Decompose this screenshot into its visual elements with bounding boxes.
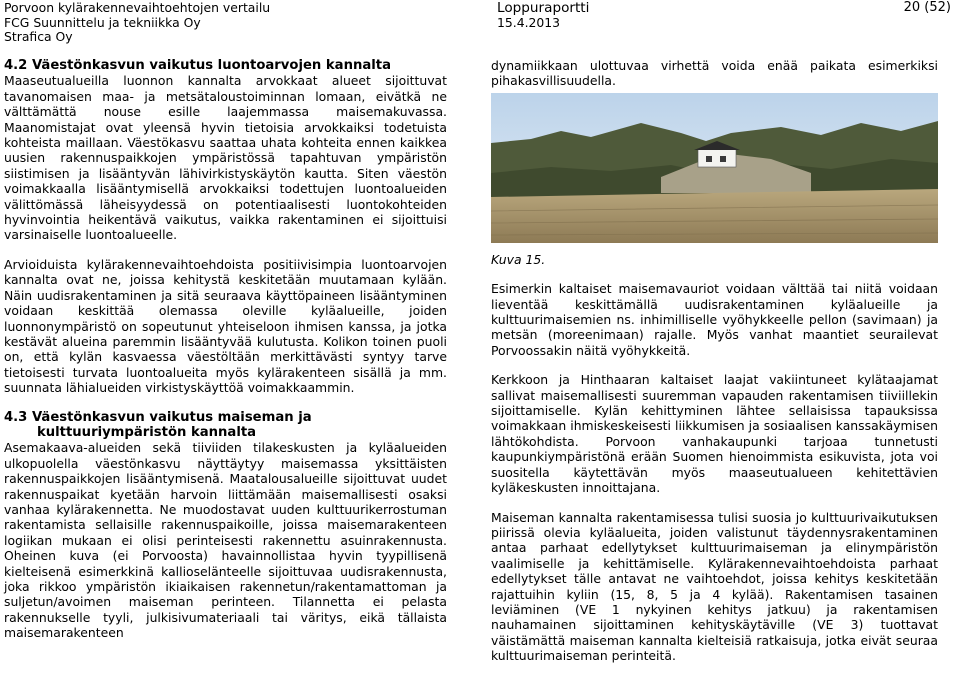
section-4-3-heading-line-1: 4.3 Väestönkasvun vaikutus maiseman ja [4,409,312,425]
right-paragraph-1: Esimerkin kaltaiset maisemavauriot voidaan välttää tai niitä voidaan lieventää keskittämällä uudisrakentaminen kyläalueille ja kulttuurimaisemien ns. inhimilliselle vyöhykkeelle pellon (savimaan) ja metsän (moreenimaan) rajalle. Myös vanhat maantiet seurailevat Porvoossakin näitä vyöhykkeitä. [491,281,938,358]
section-4-3-paragraph-1: Asemakaava-alueiden sekä tiiviiden tilakeskusten ja kyläalueiden ulkopuolella väestönkasvu näyttäytyy maisemassa yksittäisten rakennuspaikkojen lisääntymisenä. Maatalousalueille sijoittuvat uudet rakennuspaikat kyetään harvoin liittämään maisemallisesti osaksi vanhaa kylärakennetta. Ne muodostavat uuden kulttuurikerrostuman rakentamista sellaisille rakennuspaikoille, joissa maisemarakenteen logiikan mukaan ei olisi perinteisesti rakennettu asuinrakennusta. Oheinen kuva (ei Porvoosta) havainnollistaa hyvin tyypillisenä kielteisenä esimerkkinä kallioselänteelle sijoittuvaa uudisrakennusta, joka rikkoo ympäristön ikiaikaisen rakennetun/rakentamattoman ja suljetun/avoimen maiseman perinteen. Tilannetta ei pelasta rakennukselle tyyli, julkisivumateriaali tai väritys, eikä tällaista maisemarakenteen [4,440,447,641]
section-4-3-heading-line-2: kulttuuriympäristön kannalta [37,424,257,440]
section-4-2-paragraph-2: Arvioiduista kylärakennevaihtoehdoista positiivisimpia luontoarvojen kannalta ovat ne, joissa kehitystä keskitetään muutamaan kylään. Näin uudisrakentaminen ja sitä seuraava käyttöpaineen lisääntyminen voidaan keskittää olemassa oleville kyläalueille, joiden luonnonympäristö on sopeutunut yhteiseloon ihmisen kanssa, ja jotka kestävät alueina paremmin lisääntyvää kulutusta. Kolikon toinen puoli on, että kylän kasvaessa väestöltään merkittävästi syntyy tarve tietoisesti turvata luontoalueita myös kylärakenteen sisällä ja mm. suunnata lähialueiden virkistyskäyttöä voimakkaammin. [4,256,447,396]
company-name-2: Strafica Oy [4,29,73,45]
right-paragraph-3: Maiseman kannalta rakentamisessa tulisi suosia jo kulttuurivaikutuksen piirissä olevia kyläalueita, joiden valistunut täydennysrakentaminen antaa parhaat edellytykset kulttuurimaiseman ja elinympäristön vaalimiselle ja kehittämiselle. Kylärakennevaihtoehdoista parhaat edellytykset tälle antavat ne vaihtoehdot, joissa kehitys keskitetään rajattuihin kyliin (15, 8, 5 ja 4 kylää). Rakentamisen tasainen leviäminen (VE 1 nykyinen kehitys jatkuu) ja rakentamisen nauhamainen sijoittaminen kehityskäytäville (VE 3) tuottavat väistämättä maiseman kannalta kielteisiä ratkaisuja, jotka eivät seuraa kulttuurimaiseman perinteitä. [491,509,938,664]
document-title: Porvoon kylärakennevaihtoehtojen vertailu [4,0,271,15]
figure-caption: Kuva 15. [491,251,546,267]
right-paragraph-2: Kerkkoon ja Hinthaaran kaltaiset laajat vakiintuneet kylätaajamat sallivat maisemallisesti suuremman vapauden rakentamisen tiiviillekin sijoittamiselle. Kylän kehittyminen lähtee sellaisissa tapauksissa voimakkaan ihmiskeskeisesti liikkumisen ja sosiaalisen kanssakäymisen lähtökohdista. Porvoon vanhakaupunki tarjoaa tunnetusti kaupunkiympäristönä erään Suomen hienoimmista esikuvista, jota voi suositella käytettävän myös maaseutualueen kehitettävien kyläkeskusten innoittajana. [491,372,938,496]
page-number: 20 (52) [903,0,951,15]
report-date: 15.4.2013 [497,14,561,30]
company-name-1: FCG Suunnittelu ja tekniikka Oy [4,14,201,30]
report-type: Loppuraportti [497,0,590,16]
header-middle [497,1,589,30]
section-4-2-paragraph-1: Maaseutualueilla luonnon kannalta arvokkaat alueet sijoittuvat tavanomaisen maa- ja metsätaloustoiminnan lomaan, eivätkä ne välttämättä nouse esille laajemmassa maisemakuvassa. Maanomistajat ovat yleensä hyvin tietoisia arvokkaiksi todetuista kohteista maillaan. Väestökasvu saattaa uhata kohteita ennen kaikkea uusien rakennuspaikkojen ympäristössä tapahtuvan ympäristön siistimisen ja lisääntyvän lähivirkistyskäytön kautta. Siten väestön voimakkaalla lisääntymisellä arvokkaiksi todettujen luontoalueiden välittömässä läheisyydessä on potentiaalisesti luontokohteiden hyvinvointia heikentävä vaikutus, vaikka rakentaminen ei sijoittuisi varsinaiselle luontoalueelle. [4,73,447,243]
continued-paragraph: dynamiikkaan ulottuvaa virhettä voida enää paikata esimerkiksi pihakasvillisuudella. [491,58,938,89]
section-4-2-heading: 4.2 Väestönkasvun vaikutus luontoarvojen kannalta [4,58,391,73]
header-left [4,1,270,45]
landscape-photo [491,93,938,243]
left-column [4,58,447,641]
